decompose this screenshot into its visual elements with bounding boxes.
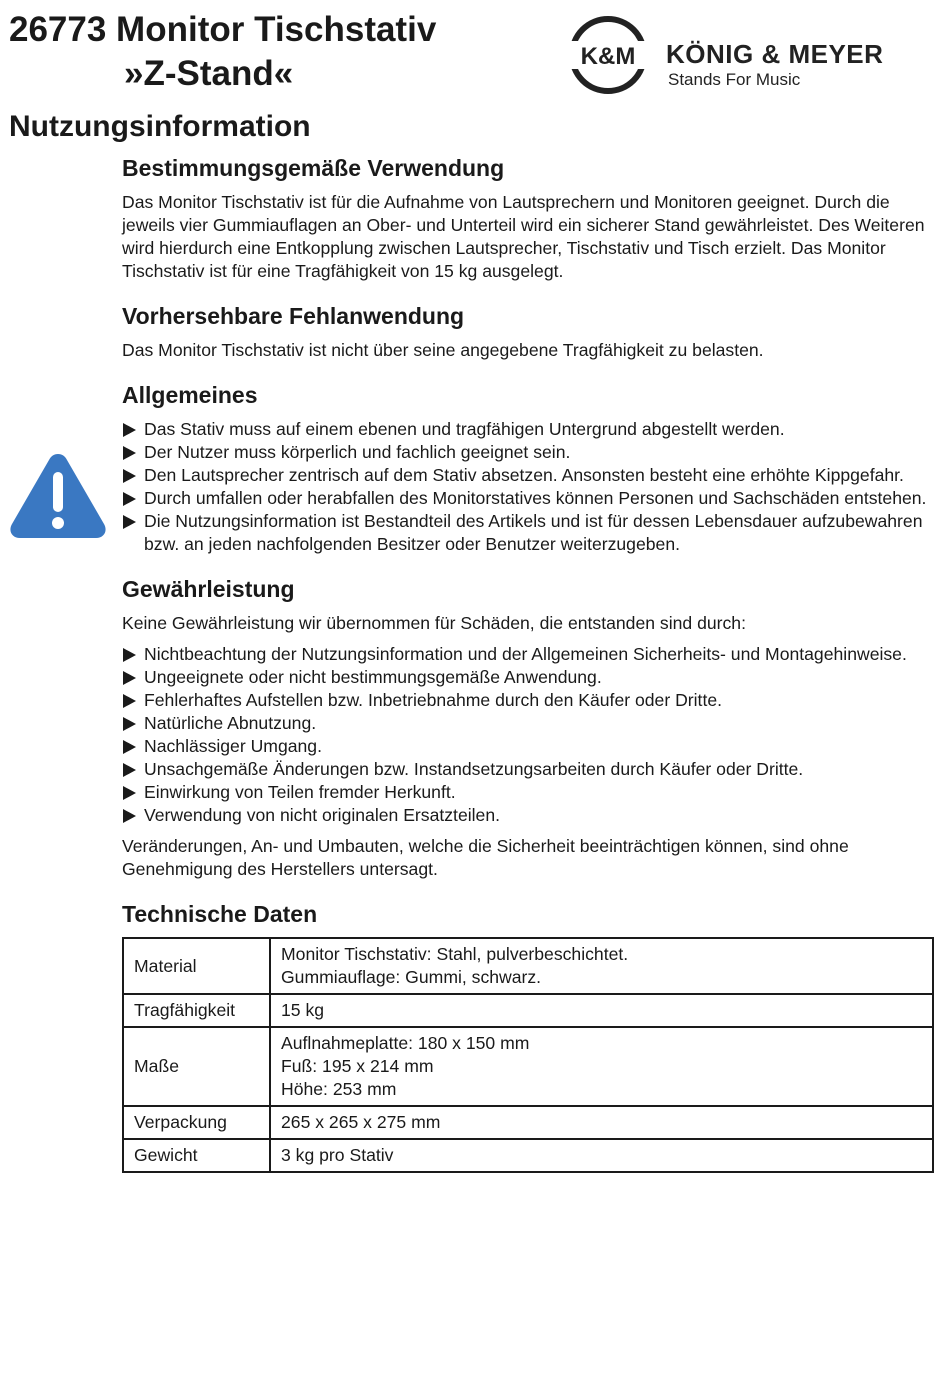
bullet-triangle-icon — [123, 492, 136, 506]
brand-name: KÖNIG & MEYER — [666, 39, 884, 69]
bullet-triangle-icon — [123, 671, 136, 685]
table-cell-value: Monitor Tischstativ: Stahl, pulverbeschichtet. Gummiauflage: Gummi, schwarz. — [270, 938, 933, 994]
table-row — [123, 1139, 933, 1172]
warning-triangle-icon — [8, 450, 108, 540]
table-cell-label: Tragfähigkeit — [123, 994, 270, 1027]
bullet-triangle-icon — [123, 740, 136, 754]
section-tech-data — [122, 899, 934, 1173]
table-cell-value: 15 kg — [270, 994, 933, 1027]
brand-logo — [569, 16, 939, 94]
svg-text:K&M: K&M — [580, 43, 636, 70]
section-heading: Bestimmungsgemäße Verwendung — [122, 155, 505, 181]
list-item: Fehlerhaftes Aufstellen bzw. Inbetriebnahme durch den Käufer oder Dritte. — [122, 689, 934, 712]
table-cell-label: Gewicht — [123, 1139, 270, 1172]
list-item: Einwirkung von Teilen fremder Herkunft. — [122, 781, 934, 804]
bullet-triangle-icon — [123, 648, 136, 662]
list-item: Ungeeignete oder nicht bestimmungsgemäße Anwendung. — [122, 666, 934, 689]
list-item: Durch umfallen oder herabfallen des Monitorstatives können Personen und Sachschäden entstehen. — [122, 487, 934, 510]
table-cell-value: 3 kg pro Stativ — [270, 1139, 933, 1172]
table-row — [123, 938, 933, 994]
warranty-intro: Keine Gewährleistung wir übernommen für Schäden, die entstanden sind durch: — [122, 613, 746, 633]
document-heading: Nutzungsinformation — [9, 110, 311, 143]
brand-slogan: Stands For Music — [668, 70, 801, 89]
bullet-triangle-icon — [123, 717, 136, 731]
list-item: Nichtbeachtung der Nutzungsinformation und der Allgemeinen Sicherheits- und Montagehinweise. — [122, 643, 934, 666]
section-intended-use — [122, 153, 934, 283]
bullet-triangle-icon — [123, 446, 136, 460]
list-item: Natürliche Abnutzung. — [122, 712, 934, 735]
bullet-triangle-icon — [123, 809, 136, 823]
section-heading: Allgemeines — [122, 382, 258, 408]
bullet-triangle-icon — [123, 515, 136, 529]
bullet-triangle-icon — [123, 786, 136, 800]
title-line-2: »Z-Stand« — [124, 54, 294, 93]
section-general — [122, 380, 934, 556]
list-item: Das Stativ muss auf einem ebenen und tragfähigen Untergrund abgestellt werden. — [122, 418, 934, 441]
table-cell-label: Material — [123, 938, 270, 994]
general-list — [122, 418, 934, 556]
km-logo-mark-icon — [569, 16, 647, 94]
table-cell-label: Verpackung — [123, 1106, 270, 1139]
document-title — [9, 8, 436, 96]
table-row — [123, 994, 933, 1027]
title-line-1: 26773 Monitor Tischstativ — [9, 10, 437, 49]
section-misuse — [122, 301, 934, 362]
tech-data-table — [122, 937, 934, 1173]
section-text: Das Monitor Tischstativ ist für die Aufnahme von Lautsprechern und Monitoren geeignet. Durch die jeweils vier Gummiauflagen an Ober- und Unterteil wird ein sicherer Stand gewährleistet. Des Weiteren wird hierdurch eine Entkopplung zwischen Lautsprecher, Tischstativ und Tisch erzielt. Das Monitor Tischstativ ist für eine Tragfähigkeit von 15 kg ausgelegt. — [122, 192, 925, 281]
table-cell-value: Auflnahmeplatte: 180 x 150 mm Fuß: 195 x 214 mm Höhe: 253 mm — [270, 1027, 933, 1106]
table-row — [123, 1106, 933, 1139]
bullet-triangle-icon — [123, 763, 136, 777]
bullet-triangle-icon — [123, 423, 136, 437]
document-body — [122, 153, 934, 1191]
table-cell-label: Maße — [123, 1027, 270, 1106]
section-heading: Vorhersehbare Fehlanwendung — [122, 303, 465, 329]
section-text: Das Monitor Tischstativ ist nicht über seine angegebene Tragfähigkeit zu belasten. — [122, 340, 764, 360]
section-warranty — [122, 574, 934, 881]
table-cell-value: 265 x 265 x 275 mm — [270, 1106, 933, 1139]
list-item: Den Lautsprecher zentrisch auf dem Stativ absetzen. Ansonsten besteht eine erhöhte Kippgefahr. — [122, 464, 934, 487]
bullet-triangle-icon — [123, 469, 136, 483]
list-item: Nachlässiger Umgang. — [122, 735, 934, 758]
list-item: Verwendung von nicht originalen Ersatzteilen. — [122, 804, 934, 827]
list-item: Die Nutzungsinformation ist Bestandteil des Artikels und ist für dessen Lebensdauer aufzubewahren bzw. an jeden nachfolgenden Besitzer oder Benutzer weiterzugeben. — [122, 510, 934, 556]
list-item: Der Nutzer muss körperlich und fachlich geeignet sein. — [122, 441, 934, 464]
section-heading: Technische Daten — [122, 901, 318, 927]
list-item: Unsachgemäße Änderungen bzw. Instandsetzungsarbeiten durch Käufer oder Dritte. — [122, 758, 934, 781]
warranty-closing: Veränderungen, An- und Umbauten, welche die Sicherheit beeinträchtigen können, sind ohne Genehmigung des Herstellers untersagt. — [122, 836, 849, 879]
section-heading: Gewährleistung — [122, 576, 295, 602]
table-row — [123, 1027, 933, 1106]
bullet-triangle-icon — [123, 694, 136, 708]
warranty-list — [122, 643, 934, 827]
